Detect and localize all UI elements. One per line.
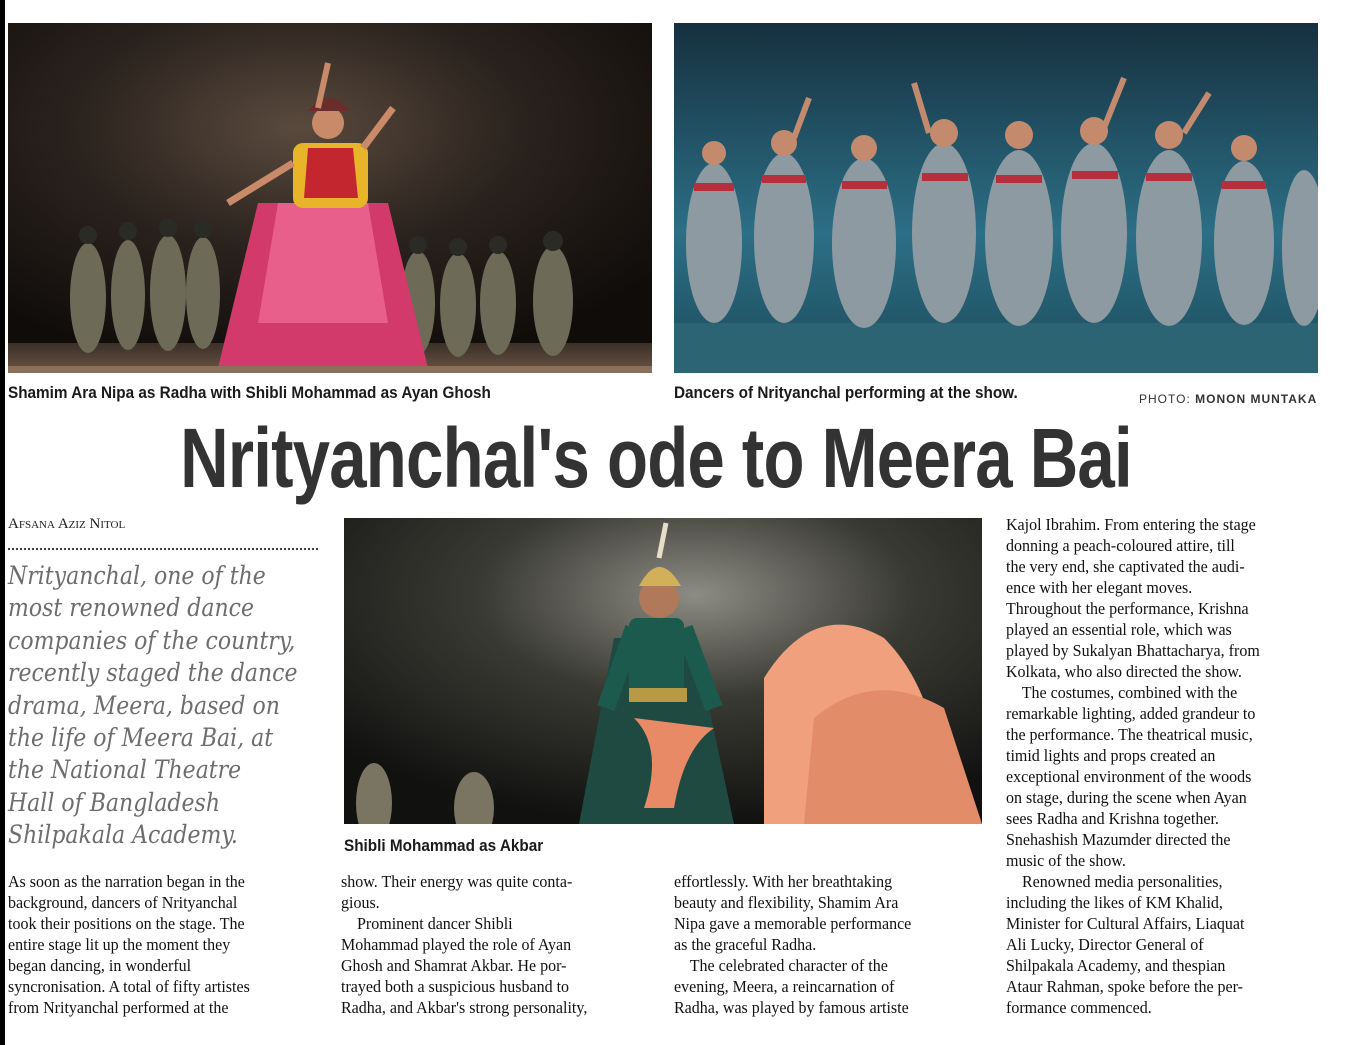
body-line: Renowned media personalities, (1006, 872, 1223, 891)
body-line: The costumes, combined with the (1006, 683, 1238, 702)
body-line: Kajol Ibrahim. From entering the stage (1006, 515, 1256, 534)
intro-deck (8, 560, 325, 852)
body-line: played an essential role, which was (1006, 620, 1232, 639)
body-line: The celebrated character of the (674, 956, 888, 975)
photo2-caption: Dancers of Nrityanchal performing at the show. (674, 383, 1018, 402)
body-line: donning a peach-coloured attire, till (1006, 536, 1235, 555)
body-line: beauty and flexibility, Shamim Ara (674, 893, 899, 912)
body-column-3 (674, 871, 984, 1018)
body-line: on stage, during the scene when Ayan (1006, 788, 1247, 807)
body-line: from Nrityanchal performed at the (8, 998, 229, 1017)
body-line: show. Their energy was quite conta- (341, 872, 573, 891)
body-line: Ali Lucky, Director General of (1006, 935, 1204, 954)
body-column-4 (1006, 514, 1316, 1018)
intro-line: recently staged the dance (8, 658, 298, 688)
body-line: Prominent dancer Shibli (341, 914, 513, 933)
body-line: Ghosh and Shamrat Akbar. He por- (341, 956, 567, 975)
photo-credit (1139, 392, 1317, 406)
photo1-caption: Shamim Ara Nipa as Radha with Shibli Mohammad as Ayan Ghosh (8, 383, 491, 402)
photo-radha-ayan (8, 23, 652, 373)
byline: Afsana Aziz Nitol (8, 516, 126, 532)
body-line: evening, Meera, a reincarnation of (674, 977, 895, 996)
photo-credit-name: MONON MUNTAKA (1195, 392, 1318, 406)
body-column-1 (8, 871, 318, 1018)
body-line: sees Radha and Krishna together. (1006, 809, 1219, 828)
intro-line: the life of Meera Bai, at (8, 723, 274, 753)
body-line: syncronisation. A total of fifty artistes (8, 977, 250, 996)
body-line: formance commenced. (1006, 998, 1152, 1017)
headline: Nrityanchal's ode to Meera Bai (180, 411, 1132, 505)
body-line: played by Sukalyan Bhattacharya, from (1006, 641, 1260, 660)
intro-line: Shilpakala Academy. (8, 820, 238, 850)
body-line: trayed both a suspicious husband to (341, 977, 570, 996)
body-line: timid lights and props created an (1006, 746, 1216, 765)
body-line: took their positions on the stage. The (8, 914, 245, 933)
body-line: the very end, she captivated the audi- (1006, 557, 1245, 576)
body-line: effortlessly. With her breathtaking (674, 872, 893, 891)
intro-line: Hall of Bangladesh (8, 787, 220, 817)
body-line: Mohammad played the role of Ayan (341, 935, 572, 954)
body-line: Minister for Cultural Affairs, Liaquat (1006, 914, 1245, 933)
photo3-caption: Shibli Mohammad as Akbar (344, 836, 544, 855)
body-column-2 (341, 871, 651, 1018)
body-line: Snehashish Mazumder directed the (1006, 830, 1231, 849)
body-line: ence with her elegant moves. (1006, 578, 1193, 597)
body-line: the performance. The theatrical music, (1006, 725, 1253, 744)
body-line: Shilpakala Academy, and thespian (1006, 956, 1226, 975)
body-line: including the likes of KM Khalid, (1006, 893, 1223, 912)
body-line: music of the show. (1006, 851, 1126, 870)
body-line: Kolkata, who also directed the show. (1006, 662, 1242, 681)
body-line: Radha, and Akbar's strong personality, (341, 998, 588, 1017)
intro-line: the National Theatre (8, 755, 242, 785)
body-line: Ataur Rahman, spoke before the per- (1006, 977, 1243, 996)
body-line: gious. (341, 893, 380, 912)
photo-dancers (674, 23, 1318, 373)
body-line: Throughout the performance, Krishna (1006, 599, 1249, 618)
body-line: remarkable lighting, added grandeur to (1006, 704, 1256, 723)
body-line: exceptional environment of the woods (1006, 767, 1252, 786)
body-line: began dancing, in wonderful (8, 956, 192, 975)
body-line: As soon as the narration began in the (8, 872, 245, 891)
dance-troupe-photo-icon (674, 23, 1318, 373)
byline-divider (8, 548, 318, 550)
body-line: Radha, was played by famous artiste (674, 998, 909, 1017)
photo-credit-label: PHOTO: (1139, 392, 1191, 406)
body-line: entire stage lit up the moment they (8, 935, 231, 954)
body-line: background, dancers of Nrityanchal (8, 893, 238, 912)
akbar-costume-photo-icon (344, 518, 982, 824)
body-line: Nipa gave a memorable performance (674, 914, 912, 933)
intro-line: most renowned dance (8, 593, 254, 623)
page-edge-bar (0, 0, 5, 1045)
intro-line: drama, Meera, based on (8, 690, 280, 720)
dance-performance-photo-icon (8, 23, 652, 373)
body-line: as the graceful Radha. (674, 935, 817, 954)
intro-line: Nrityanchal, one of the (8, 561, 266, 590)
intro-line: companies of the country, (8, 625, 296, 655)
photo-akbar (344, 518, 982, 824)
